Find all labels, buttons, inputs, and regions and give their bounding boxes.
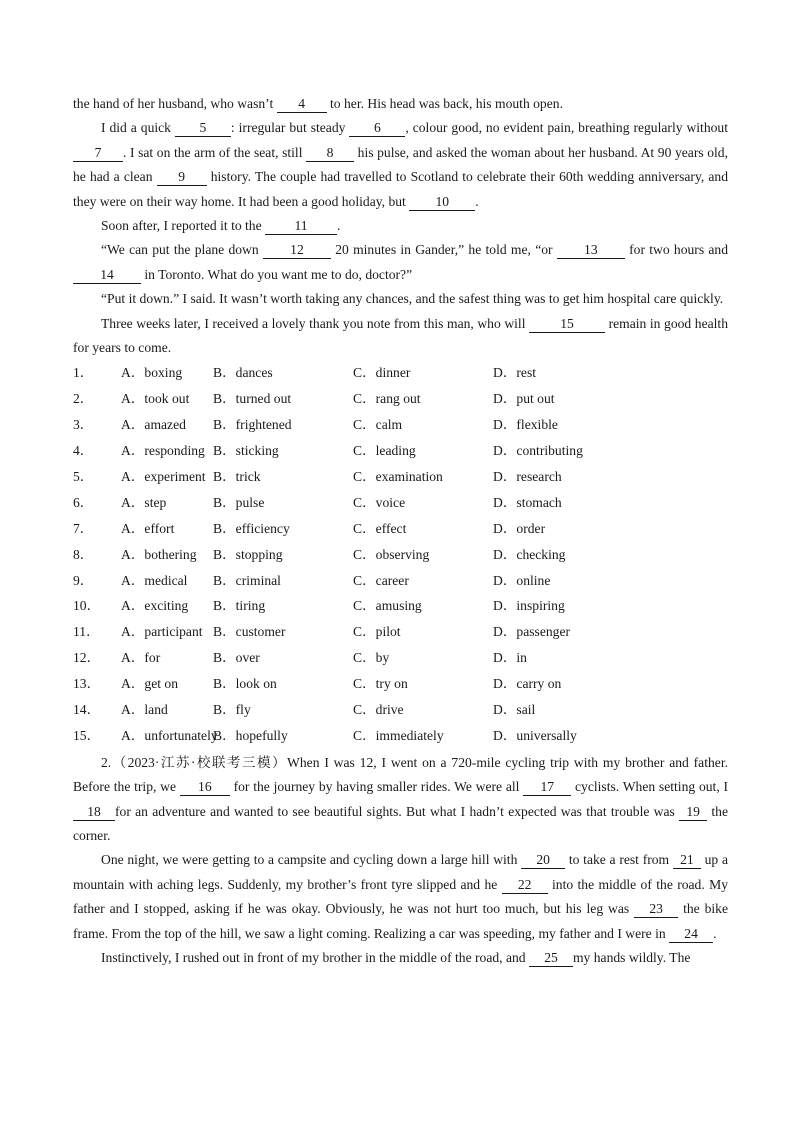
blank-23[interactable]: 23 xyxy=(634,901,678,918)
option-row-1: 1． A．boxing B．dances C．dinner D．rest xyxy=(73,365,537,381)
passage1-paragraph-2: Soon after, I reported it to the 11 . xyxy=(101,218,341,234)
passage1-paragraph-4: “Put it down.” I said. It wasn’t worth taking any chances, and the safest thing was to get him hospital care quickly. xyxy=(101,291,724,307)
passage2-paragraph-3: Instinctively, I rushed out in front of my brother in the middle of the road, and 25 my hands wildly. The xyxy=(101,950,691,966)
option-row-15: 15． A．unfortunately B．hopefully C．immediately D．universally xyxy=(73,727,577,743)
option-row-3: 3． A．amazed B．frightened C．calm D．flexible xyxy=(73,417,558,433)
passage1-paragraph-1: I did a quick 5 : irregular but steady 6 , colour good, no evident pain, breathing regularly without 7 . I sat on the arm of the seat, still 8 his pulse, and asked the woman about her husband. At 90 years old, he had a clean 9 history. The couple had travelled to Scotland to celebrate their 60th wedding anniversary, and they were on their way home. It had been a good holiday, but 10 . xyxy=(73,120,728,209)
option-row-7: 7． A．effort B．efficiency C．effect D．order xyxy=(73,520,546,536)
blank-12[interactable]: 12 xyxy=(263,242,331,259)
blank-15[interactable]: 15 xyxy=(529,316,605,333)
option-row-14: 14． A．land B．fly C．drive D．sail xyxy=(73,702,536,718)
blank-17[interactable]: 17 xyxy=(523,779,571,796)
option-row-13: 13． A．get on B．look on C．try on D．carry on xyxy=(73,676,562,692)
option-row-11: 11． A．participant B．customer C．pilot D．passenger xyxy=(73,624,571,640)
blank-6[interactable]: 6 xyxy=(349,120,405,137)
blank-22[interactable]: 22 xyxy=(502,877,548,894)
option-row-4: 4． A．responding B．sticking C．leading D．contributing xyxy=(73,443,583,459)
document-page xyxy=(73,92,728,970)
blank-24[interactable]: 24 xyxy=(669,926,713,943)
blank-21[interactable]: 21 xyxy=(673,852,701,869)
passage2-paragraph-1: 2.（2023·江苏·校联考三模）When I was 12, I went on a 720-mile cycling trip with my brother and father. Before the trip, we 16 for the journey by having smaller rides. We were all 17 cyclists. When setting out, I 18 for an adventure and wanted to see beautiful sights. But what I hadn’t expected was that trouble was 19 the corner. xyxy=(73,754,729,844)
passage1-paragraph-5: Three weeks later, I received a lovely thank you note from this man, who will 15 remain in good health for years to come. xyxy=(73,315,728,356)
option-row-2: 2． A．took out B．turned out C．rang out D．put out xyxy=(73,391,555,407)
passage1-paragraph-0: the hand of her husband, who wasn’t 4 to her. His head was back, his mouth open. xyxy=(73,96,563,111)
blank-19[interactable]: 19 xyxy=(679,804,707,821)
option-row-12: 12． A．for B．over C．by D．in xyxy=(73,650,527,666)
blank-10[interactable]: 10 xyxy=(409,194,475,211)
option-row-6: 6． A．step B．pulse C．voice D．stomach xyxy=(73,494,562,510)
passage2-paragraph-2: One night, we were getting to a campsite and cycling down a large hill with 20 to take a rest from 21 up a mountain with aching legs. Suddenly, my brother’s front tyre slipped and he 22 into the middle of the road. My father and I stopped, asking if he was okay. Obviously, he was not hurt too much, but his leg was 23 the bike frame. From the top of the hill, we saw a light coming. Realizing a car was speeding, my father and I were in 24 . xyxy=(73,852,729,941)
blank-7[interactable]: 7 xyxy=(73,145,123,162)
blank-13[interactable]: 13 xyxy=(557,242,625,259)
option-row-8: 8． A．bothering B．stopping C．observing D．checking xyxy=(73,546,566,562)
blank-4[interactable]: 4 xyxy=(277,96,327,113)
option-row-9: 9． A．medical B．criminal C．career D．online xyxy=(73,572,551,588)
blank-25[interactable]: 25 xyxy=(529,950,573,967)
blank-16[interactable]: 16 xyxy=(180,779,230,796)
option-row-5: 5． A．experiment B．trick C．examination D．research xyxy=(73,469,562,485)
blank-20[interactable]: 20 xyxy=(521,852,565,869)
answer-options xyxy=(73,360,728,748)
passage1-paragraph-3: “We can put the plane down 12 20 minutes in Gander,” he told me, “or 13 for two hours and 14 in Toronto. What do you want me to do, doctor?” xyxy=(73,238,728,287)
blank-11[interactable]: 11 xyxy=(265,218,337,235)
blank-5[interactable]: 5 xyxy=(175,120,231,137)
blank-14[interactable]: 14 xyxy=(73,267,141,284)
option-row-10: 10． A．exciting B．tiring C．amusing D．inspiring xyxy=(73,598,565,614)
blank-8[interactable]: 8 xyxy=(306,145,354,162)
blank-9[interactable]: 9 xyxy=(157,169,207,186)
blank-18[interactable]: 18 xyxy=(73,804,115,821)
